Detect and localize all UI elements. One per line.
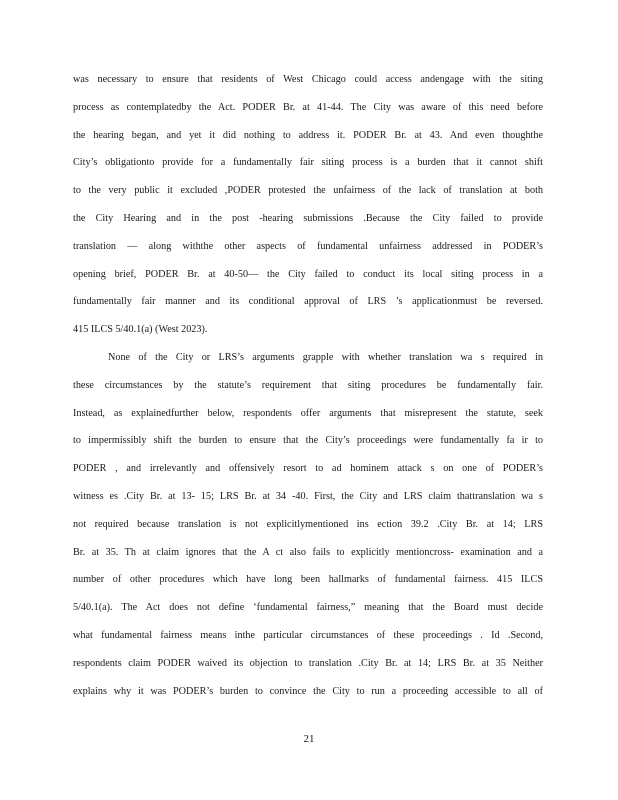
text-line: the City Hearing and in the post -hearing submissions .Because the City failed to provide	[73, 212, 543, 224]
text-line: 5/40.1(a). The Act does not define ‘fundamental fairness,” meaning that the Board must decide	[73, 602, 543, 614]
text-line: None of the City or LRS’s arguments grapple with whether translation wa s required in	[108, 351, 543, 363]
text-line: City’s obligationto provide for a fundamentally fair siting process is a burden that it cannot shift	[73, 157, 543, 169]
page-number: 21	[303, 733, 315, 745]
text-line: was necessary to ensure that residents of West Chicago could access andengage with the siting	[73, 74, 543, 85]
text-line: to impermissibly shift the burden to ensure that the City’s proceedings were fundamentally fa ir to	[73, 435, 543, 447]
text-line: process as contemplatedby the Act. PODER Br. at 41-44. The City was aware of this need before	[73, 101, 543, 113]
text-line: Instead, as explainedfurther below, respondents offer arguments that misrepresent the statute, seek	[73, 407, 543, 419]
text-line: 415 ILCS 5/40.1(a) (West 2023).	[73, 324, 208, 336]
body-text	[73, 70, 543, 709]
text-line: these circumstances by the statute’s requirement that siting procedures be fundamentally fair.	[73, 379, 543, 391]
text-line: Br. at 35. Th at claim ignores that the A ct also fails to explicitly mentioncross- examination and a	[73, 546, 543, 558]
text-line: to the very public it excluded ,PODER protested the unfairness of the lack of translation at both	[73, 185, 543, 197]
text-line: number of other procedures which have long been hallmarks of fundamental fairness. 415 ILCS	[73, 574, 543, 586]
text-line: explains why it was PODER’s burden to convince the City to run a proceeding accessible to all of	[73, 685, 543, 697]
text-line: fundamentally fair manner and its conditional approval of LRS ’s applicationmust be reversed.	[73, 296, 543, 308]
text-line: not required because translation is not explicitlymentioned ins ection 39.2 .City Br. at 14; LRS	[73, 518, 543, 530]
text-line: respondents claim PODER waived its objection to translation .City Br. at 14; LRS Br. at 35 Neither	[73, 657, 543, 669]
text-line: the hearing began, and yet it did nothing to address it. PODER Br. at 43. And even thoughthe	[73, 129, 543, 141]
text-line: translation — along withthe other aspects of fundamental unfairness addressed in PODER’s	[73, 240, 543, 252]
text-line: witness es .City Br. at 13- 15; LRS Br. at 34 -40. First, the City and LRS claim thattranslation wa s	[73, 490, 543, 502]
text-line: PODER , and irrelevantly and offensively resort to ad hominem attack s on one of PODER’s	[73, 463, 543, 475]
text-line: opening brief, PODER Br. at 40-50— the City failed to conduct its local siting process in a	[73, 268, 543, 280]
text-line: what fundamental fairness means inthe particular circumstances of these proceedings . Id .Second,	[73, 629, 543, 641]
